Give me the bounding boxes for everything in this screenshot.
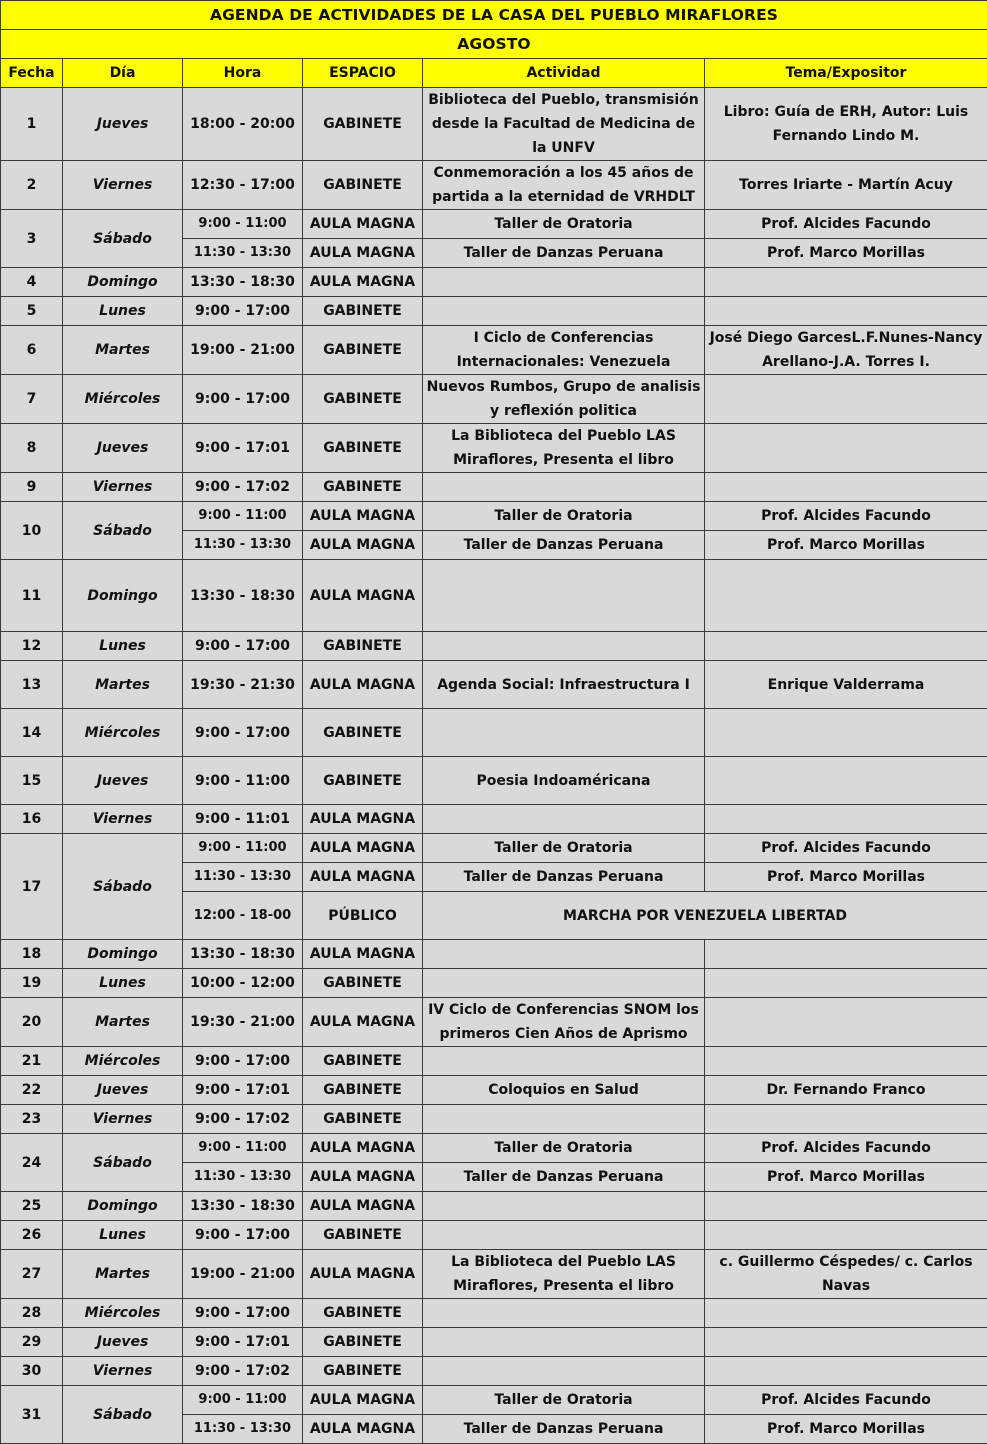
dia-cell: Lunes (63, 632, 183, 661)
actividad-cell (423, 632, 705, 661)
fecha-cell: 16 (1, 805, 63, 834)
actividad-cell (423, 1299, 705, 1328)
header-espacio: ESPACIO (303, 59, 423, 88)
espacio-cell: AULA MAGNA (303, 834, 423, 863)
hora-cell: 10:00 - 12:00 (183, 969, 303, 998)
dia-cell: Miércoles (63, 375, 183, 424)
tema-cell (705, 632, 987, 661)
espacio-cell: GABINETE (303, 1105, 423, 1134)
actividad-cell: Taller de Danzas Peruana (423, 863, 705, 892)
actividad-cell: Agenda Social: Infraestructura I (423, 661, 705, 709)
table-row (1, 297, 987, 326)
hora-cell: 19:00 - 21:00 (183, 326, 303, 375)
dia-cell: Domingo (63, 560, 183, 632)
actividad-cell (423, 1357, 705, 1386)
espacio-cell: AULA MAGNA (303, 863, 423, 892)
espacio-cell: AULA MAGNA (303, 1163, 423, 1192)
fecha-cell: 13 (1, 661, 63, 709)
tema-cell: Prof. Alcides Facundo (705, 210, 987, 239)
hora-cell: 9:00 - 17:00 (183, 297, 303, 326)
tema-cell (705, 1105, 987, 1134)
fecha-cell: 25 (1, 1192, 63, 1221)
hora-cell: 11:30 - 13:30 (183, 1163, 303, 1192)
tema-cell: c. Guillermo Céspedes/ c. Carlos Navas (705, 1250, 987, 1299)
fecha-cell: 10 (1, 502, 63, 560)
header-fecha: Fecha (1, 59, 63, 88)
espacio-cell: AULA MAGNA (303, 502, 423, 531)
tema-cell (705, 1299, 987, 1328)
fecha-cell: 31 (1, 1386, 63, 1444)
espacio-cell: GABINETE (303, 326, 423, 375)
espacio-cell: AULA MAGNA (303, 1134, 423, 1163)
fecha-cell: 20 (1, 998, 63, 1047)
dia-cell: Jueves (63, 88, 183, 161)
tema-cell (705, 1221, 987, 1250)
table-row (1, 632, 987, 661)
dia-cell: Lunes (63, 297, 183, 326)
espacio-cell: GABINETE (303, 1299, 423, 1328)
hora-cell: 19:00 - 21:00 (183, 1250, 303, 1299)
fecha-cell: 11 (1, 560, 63, 632)
header-actividad: Actividad (423, 59, 705, 88)
tema-cell (705, 969, 987, 998)
actividad-cell: Coloquios en Salud (423, 1076, 705, 1105)
tema-cell: Dr. Fernando Franco (705, 1076, 987, 1105)
table-row (1, 1192, 987, 1221)
table-row (1, 1386, 987, 1415)
dia-cell: Martes (63, 661, 183, 709)
actividad-cell: Taller de Danzas Peruana (423, 1415, 705, 1444)
fecha-cell: 24 (1, 1134, 63, 1192)
espacio-cell: AULA MAGNA (303, 268, 423, 297)
hora-cell: 11:30 - 13:30 (183, 863, 303, 892)
table-row (1, 560, 987, 632)
actividad-cell (423, 805, 705, 834)
hora-cell: 9:00 - 11:01 (183, 805, 303, 834)
fecha-cell: 12 (1, 632, 63, 661)
tema-cell (705, 709, 987, 757)
espacio-cell: AULA MAGNA (303, 1415, 423, 1444)
actividad-cell: Taller de Danzas Peruana (423, 1163, 705, 1192)
tema-cell (705, 375, 987, 424)
actividad-cell (423, 709, 705, 757)
espacio-cell: GABINETE (303, 1047, 423, 1076)
hora-cell: 11:30 - 13:30 (183, 239, 303, 268)
fecha-cell: 23 (1, 1105, 63, 1134)
tema-cell (705, 1357, 987, 1386)
agenda-title: AGENDA DE ACTIVIDADES DE LA CASA DEL PUEBLO MIRAFLORES (1, 1, 987, 30)
hora-cell: 9:00 - 17:01 (183, 1076, 303, 1105)
hora-cell: 9:00 - 17:02 (183, 1357, 303, 1386)
dia-cell: Martes (63, 998, 183, 1047)
espacio-cell: GABINETE (303, 161, 423, 210)
hora-cell: 11:30 - 13:30 (183, 531, 303, 560)
table-row (1, 268, 987, 297)
tema-cell: José Diego GarcesL.F.Nunes-Nancy Arellano-J.A. Torres I. (705, 326, 987, 375)
fecha-cell: 14 (1, 709, 63, 757)
fecha-cell: 30 (1, 1357, 63, 1386)
table-row (1, 1299, 987, 1328)
header-dia: Día (63, 59, 183, 88)
espacio-cell: GABINETE (303, 1076, 423, 1105)
hora-cell: 9:00 - 11:00 (183, 834, 303, 863)
hora-cell: 9:00 - 17:02 (183, 1105, 303, 1134)
actividad-cell (423, 268, 705, 297)
dia-cell: Domingo (63, 268, 183, 297)
tema-cell: Prof. Alcides Facundo (705, 1134, 987, 1163)
actividad-cell: Taller de Oratoria (423, 834, 705, 863)
dia-cell: Jueves (63, 424, 183, 473)
header-tema: Tema/Expositor (705, 59, 987, 88)
hora-cell: 9:00 - 17:01 (183, 424, 303, 473)
tema-cell (705, 424, 987, 473)
tema-cell (705, 560, 987, 632)
table-row (1, 1221, 987, 1250)
dia-cell: Viernes (63, 161, 183, 210)
espacio-cell: AULA MAGNA (303, 805, 423, 834)
actividad-cell (423, 1105, 705, 1134)
dia-cell: Domingo (63, 1192, 183, 1221)
actividad-cell: Taller de Oratoria (423, 210, 705, 239)
espacio-cell: GABINETE (303, 757, 423, 805)
espacio-cell: GABINETE (303, 297, 423, 326)
tema-cell: Prof. Marco Morillas (705, 863, 987, 892)
dia-cell: Miércoles (63, 709, 183, 757)
hora-cell: 13:30 - 18:30 (183, 1192, 303, 1221)
espacio-cell: AULA MAGNA (303, 1250, 423, 1299)
table-row (1, 998, 987, 1047)
dia-cell: Jueves (63, 1328, 183, 1357)
actividad-cell: Conmemoración a los 45 años de partida a la eternidad de VRHDLT (423, 161, 705, 210)
tema-cell (705, 268, 987, 297)
hora-cell: 12:30 - 17:00 (183, 161, 303, 210)
hora-cell: 9:00 - 17:00 (183, 1221, 303, 1250)
hora-cell: 13:30 - 18:30 (183, 268, 303, 297)
actividad-cell: Nuevos Rumbos, Grupo de analisis y reflexión politica (423, 375, 705, 424)
actividad-cell: Taller de Oratoria (423, 1134, 705, 1163)
dia-cell: Martes (63, 1250, 183, 1299)
actividad-cell (423, 473, 705, 502)
hora-cell: 9:00 - 17:00 (183, 1047, 303, 1076)
espacio-cell: AULA MAGNA (303, 998, 423, 1047)
espacio-cell: GABINETE (303, 88, 423, 161)
fecha-cell: 17 (1, 834, 63, 940)
actividad-cell (423, 297, 705, 326)
dia-cell: Viernes (63, 805, 183, 834)
hora-cell: 9:00 - 11:00 (183, 502, 303, 531)
hora-cell: 9:00 - 17:00 (183, 375, 303, 424)
tema-cell (705, 998, 987, 1047)
hora-cell: 11:30 - 13:30 (183, 1415, 303, 1444)
hora-cell: 13:30 - 18:30 (183, 560, 303, 632)
espacio-cell: AULA MAGNA (303, 1192, 423, 1221)
espacio-cell: GABINETE (303, 1221, 423, 1250)
espacio-cell: AULA MAGNA (303, 1386, 423, 1415)
hora-cell: 9:00 - 11:00 (183, 210, 303, 239)
table-row (1, 1357, 987, 1386)
table-row (1, 1250, 987, 1299)
espacio-cell: GABINETE (303, 473, 423, 502)
dia-cell: Martes (63, 326, 183, 375)
table-row (1, 969, 987, 998)
fecha-cell: 4 (1, 268, 63, 297)
actividad-cell: La Biblioteca del Pueblo LAS Miraflores, Presenta el libro (423, 424, 705, 473)
table-row (1, 1047, 987, 1076)
tema-cell (705, 805, 987, 834)
hora-cell: 9:00 - 17:00 (183, 1299, 303, 1328)
dia-cell: Miércoles (63, 1299, 183, 1328)
hora-cell: 19:30 - 21:00 (183, 998, 303, 1047)
fecha-cell: 8 (1, 424, 63, 473)
table-row (1, 709, 987, 757)
table-row (1, 805, 987, 834)
tema-cell: Prof. Alcides Facundo (705, 834, 987, 863)
tema-cell: Prof. Marco Morillas (705, 1415, 987, 1444)
table-row (1, 210, 987, 239)
actividad-cell: Poesia Indoaméricana (423, 757, 705, 805)
tema-cell: Prof. Marco Morillas (705, 531, 987, 560)
actividad-cell (423, 1221, 705, 1250)
hora-cell: 9:00 - 17:02 (183, 473, 303, 502)
dia-cell: Sábado (63, 1386, 183, 1444)
actividad-cell: Taller de Danzas Peruana (423, 239, 705, 268)
fecha-cell: 7 (1, 375, 63, 424)
fecha-cell: 5 (1, 297, 63, 326)
actividad-cell (423, 940, 705, 969)
table-row (1, 1328, 987, 1357)
month-title: AGOSTO (1, 30, 987, 59)
dia-cell: Sábado (63, 1134, 183, 1192)
dia-cell: Lunes (63, 1221, 183, 1250)
fecha-cell: 3 (1, 210, 63, 268)
actividad-cell: Taller de Oratoria (423, 1386, 705, 1415)
actividad-cell (423, 1047, 705, 1076)
tema-cell: Libro: Guía de ERH, Autor: Luis Fernando Lindo M. (705, 88, 987, 161)
table-row (1, 834, 987, 863)
table-row (1, 375, 987, 424)
espacio-cell: AULA MAGNA (303, 210, 423, 239)
table-row (1, 326, 987, 375)
actividad-cell: MARCHA POR VENEZUELA LIBERTAD (423, 892, 987, 940)
fecha-cell: 26 (1, 1221, 63, 1250)
actividad-cell (423, 969, 705, 998)
tema-cell (705, 1192, 987, 1221)
tema-cell: Prof. Alcides Facundo (705, 1386, 987, 1415)
hora-cell: 19:30 - 21:30 (183, 661, 303, 709)
hora-cell: 9:00 - 17:00 (183, 709, 303, 757)
tema-cell: Torres Iriarte - Martín Acuy (705, 161, 987, 210)
fecha-cell: 28 (1, 1299, 63, 1328)
actividad-cell: IV Ciclo de Conferencias SNOM los primeros Cien Años de Aprismo (423, 998, 705, 1047)
fecha-cell: 19 (1, 969, 63, 998)
dia-cell: Domingo (63, 940, 183, 969)
hora-cell: 13:30 - 18:30 (183, 940, 303, 969)
hora-cell: 9:00 - 11:00 (183, 1386, 303, 1415)
tema-cell (705, 757, 987, 805)
dia-cell: Jueves (63, 757, 183, 805)
hora-cell: 9:00 - 17:00 (183, 632, 303, 661)
dia-cell: Sábado (63, 502, 183, 560)
espacio-cell: GABINETE (303, 1357, 423, 1386)
actividad-cell: La Biblioteca del Pueblo LAS Miraflores, Presenta el libro (423, 1250, 705, 1299)
actividad-cell: Biblioteca del Pueblo, transmisión desde la Facultad de Medicina de la UNFV (423, 88, 705, 161)
agenda-body (1, 88, 987, 1444)
espacio-cell: GABINETE (303, 375, 423, 424)
table-row (1, 473, 987, 502)
tema-cell (705, 940, 987, 969)
dia-cell: Viernes (63, 1357, 183, 1386)
espacio-cell: AULA MAGNA (303, 560, 423, 632)
table-row (1, 1105, 987, 1134)
dia-cell: Jueves (63, 1076, 183, 1105)
espacio-cell: AULA MAGNA (303, 531, 423, 560)
tema-cell: Prof. Marco Morillas (705, 239, 987, 268)
tema-cell (705, 1047, 987, 1076)
espacio-cell: GABINETE (303, 424, 423, 473)
tema-cell (705, 1328, 987, 1357)
fecha-cell: 21 (1, 1047, 63, 1076)
hora-cell: 9:00 - 11:00 (183, 1134, 303, 1163)
espacio-cell: GABINETE (303, 632, 423, 661)
actividad-cell: I Ciclo de Conferencias Internacionales: Venezuela (423, 326, 705, 375)
tema-cell: Enrique Valderrama (705, 661, 987, 709)
espacio-cell: AULA MAGNA (303, 940, 423, 969)
espacio-cell: PÚBLICO (303, 892, 423, 940)
actividad-cell (423, 1192, 705, 1221)
actividad-cell: Taller de Danzas Peruana (423, 531, 705, 560)
espacio-cell: AULA MAGNA (303, 661, 423, 709)
table-row (1, 424, 987, 473)
table-row (1, 502, 987, 531)
table-row (1, 1134, 987, 1163)
hora-cell: 9:00 - 11:00 (183, 757, 303, 805)
hora-cell: 9:00 - 17:01 (183, 1328, 303, 1357)
dia-cell: Lunes (63, 969, 183, 998)
fecha-cell: 9 (1, 473, 63, 502)
dia-cell: Viernes (63, 1105, 183, 1134)
espacio-cell: AULA MAGNA (303, 239, 423, 268)
dia-cell: Sábado (63, 834, 183, 940)
fecha-cell: 2 (1, 161, 63, 210)
tema-cell: Prof. Alcides Facundo (705, 502, 987, 531)
espacio-cell: GABINETE (303, 969, 423, 998)
table-row (1, 940, 987, 969)
actividad-cell (423, 560, 705, 632)
table-row (1, 757, 987, 805)
fecha-cell: 1 (1, 88, 63, 161)
dia-cell: Sábado (63, 210, 183, 268)
table-row (1, 161, 987, 210)
table-row (1, 88, 987, 161)
fecha-cell: 29 (1, 1328, 63, 1357)
dia-cell: Miércoles (63, 1047, 183, 1076)
header-hora: Hora (183, 59, 303, 88)
tema-cell (705, 473, 987, 502)
hora-cell: 18:00 - 20:00 (183, 88, 303, 161)
fecha-cell: 22 (1, 1076, 63, 1105)
fecha-cell: 18 (1, 940, 63, 969)
tema-cell: Prof. Marco Morillas (705, 1163, 987, 1192)
fecha-cell: 15 (1, 757, 63, 805)
actividad-cell (423, 1328, 705, 1357)
fecha-cell: 6 (1, 326, 63, 375)
table-row (1, 661, 987, 709)
hora-cell: 12:00 - 18-00 (183, 892, 303, 940)
espacio-cell: GABINETE (303, 1328, 423, 1357)
tema-cell (705, 297, 987, 326)
fecha-cell: 27 (1, 1250, 63, 1299)
espacio-cell: GABINETE (303, 709, 423, 757)
actividad-cell: Taller de Oratoria (423, 502, 705, 531)
dia-cell: Viernes (63, 473, 183, 502)
table-row (1, 1076, 987, 1105)
